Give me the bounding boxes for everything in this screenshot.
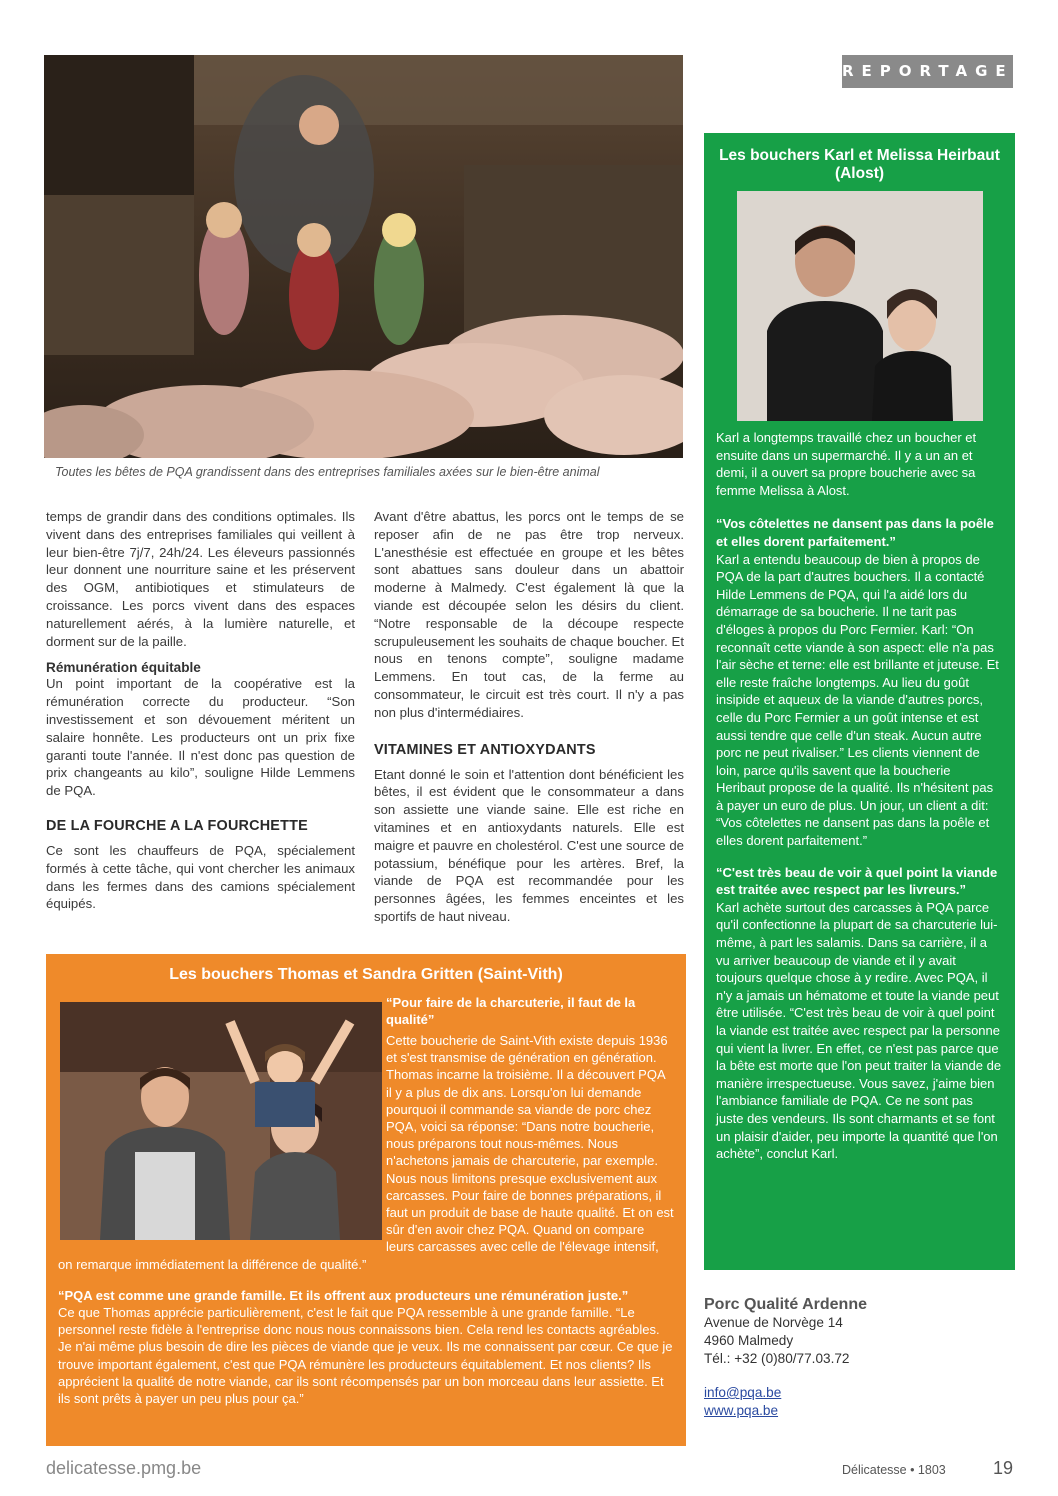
pull-quote: “Pour faire de la charcuterie, il faut de la qualité” — [386, 995, 636, 1028]
section-heading: VITAMINES ET ANTIOXYDANTS — [374, 741, 596, 758]
article-column-1 — [46, 508, 355, 913]
sidebar-title: Les bouchers Karl et Melissa Heirbaut (Alost) — [719, 147, 1000, 182]
website-link[interactable]: www.pqa.be — [704, 1403, 779, 1418]
paragraph: Karl a entendu beaucoup de bien à propos de PQA de la part d'autres bouchers. Il a contacté Hilde Lemmens de PQA, qui l'a aidé lors du démarrage de sa boucherie. Il ne tarit pas d'éloges à propos du Porc Fermier. Karl: “On reconnaît cette viande à son aspect: elle n'a pas l'air sèche et terne: elle est brillante et juteuse. Et elle reste fraîche longtemps. Au lieu du goût insipide et aqueux de la viande d'autres porcs, celle du Porc Fermier a un goût intense et est aussi tendre que celle d'un steak. Aucun autre porc ne peut rivaliser.” Les clients viennent de loin, parce qu'ils savent que la boucherie Heribaut propose de la qualité. Ils n'hésitent pas à payer un euro de plus. Un jour, un client a dit: “Vos côtelettes ne dansent pas dans la poêle et elles dorent parfaitement.” — [716, 551, 999, 849]
pull-quote: “PQA est comme une grande famille. Et ils offrent aux producteurs une rémunération juste.” — [58, 1287, 629, 1303]
pull-quote: “Vos côtelettes ne dansent pas dans la poêle et elles dorent parfaitement.” — [716, 516, 994, 549]
paragraph: Ce sont les chauffeurs de PQA, spécialement formés à cette tâche, qui vont chercher les animaux dans les fermes dans des camions spécialement équipés. — [46, 842, 355, 912]
paragraph: Ce que Thomas apprécie particulièrement, c'est le fait que PQA ressemble à une grande famille. “Le personnel reste fidèle à l'entreprise donc nous nous connaissons bien. Cela rend les contacts agréables. Je n'ai même plus besoin de dire les pièces de viande que je veux. Ils me connaissent par cœur. Ce que je trouve important également, c'est que PQA rémunère les producteurs équitablement. Et nos clients? Ils apprécient la qualité de notre viande, car ils sont récompensés par un bon morceau dans leur assiette. Et ils sont prêts à payer un peu plus pour ça.” — [58, 1305, 673, 1407]
paragraph: Un point important de la coopérative est la rémunération correcte du producteur. “Son investissement et son dévouement méritent un salaire honnête. Les producteurs ont un prix fixe garanti toute l'année. Il n'est donc pas question de prix changeants au kilo”, souligne Hilde Lemmens de PQA. — [46, 676, 355, 799]
contact-block — [704, 1296, 1015, 1420]
footer-website: delicatesse.pmg.be — [46, 1458, 202, 1478]
photo-caption: Toutes les bêtes de PQA grandissent dans des entreprises familiales axées sur le bien-être animal — [55, 465, 600, 479]
phone-number: Tél.: +32 (0)80/77.03.72 — [704, 1351, 850, 1366]
section-tag: REPORTAGE — [842, 55, 1013, 88]
paragraph: Cette boucherie de Saint-Vith existe depuis 1936 et s'est transmise de génération en génération. Thomas incarne la troisième. Il a découvert PQA il y a plus de dix ans. Lorsqu'on lui demande pourquoi il commande sa viande de porc chez PQA, voici sa réponse: “Dans notre boucherie, nous préparons tout nous-mêmes. Nous n'achetons jamais de charcuterie, par exemple. Nous nous limitons presque exclusivement aux carcasses. Pour faire de bonnes préparations, il faut un produit de base de haute qualité. Et on est sûr d'en avoir chez PQA. Quand on compare leurs carcasses avec celle de l'élevage intensif, on remarque immédiatement la différence de qualité.” — [58, 1033, 674, 1272]
address-city: 4960 Malmedy — [704, 1333, 794, 1348]
paragraph: Karl a longtemps travaillé chez un boucher et ensuite dans un supermarché. Il y a un an et demi, il a ouvert sa propre boucherie avec sa femme Melissa à Alost. — [716, 430, 977, 498]
section-heading: DE LA FOURCHE A LA FOURCHETTE — [46, 817, 308, 834]
article-column-2 — [374, 508, 684, 926]
paragraph: Avant d'être abattus, les porcs ont le temps de se reposer afin de ne pas être trop nerveux. L'anesthésie est effectuée en groupe et les bêtes sont abattues sans douleur dans un abattoir moderne à Malmedy. C'est également là que la viande est découpée selon les désirs du client. “Notre responsable de la découpe respecte scrupuleusement les souhaits de chaque boucher. Et nous en tenons compte”, souligne madame Lemmens. En tout cas, de la ferme au consommateur, le circuit est très court. Il n'y a pas non plus d'intermédiaires. — [374, 509, 684, 720]
sidebar-title: Les bouchers Thomas et Sandra Gritten (Saint-Vith) — [169, 966, 563, 983]
footer-issue: Délicatesse • 1803 — [842, 1463, 946, 1477]
pull-quote: “C'est très beau de voir à quel point la viande est traitée avec respect par les livreurs.” — [716, 864, 998, 898]
paragraph: temps de grandir dans des conditions optimales. Ils vivent dans des entreprises familiales qui veillent à leur bien-être 7j/7, 24h/24. Les éleveurs passionnés leur donnent une nourriture saine et les préservent des OGM, antibiotiques et stimulateurs de croissance. Les porcs vivent dans des espaces naturellement aérés, à la lumière naturelle, et dorment sur de la paille. — [46, 509, 355, 649]
butchers-photo — [737, 191, 983, 421]
paragraph: Karl achète surtout des carcasses à PQA parce qu'il confectionne la plupart de sa charcuterie lui-même, à part les salamis. Dans sa carrière, il a vu arriver beaucoup de viande et il y avait toujours quelque chose à y redire. Avec PQA, il n'y a jamais un hématome et toute la viande peut être utilisée. “C'est très beau de voir à quel point la viande est traitée avec respect par la personne qui vient la livrer. En effet, ce n'est pas parce que la bête est morte que l'on peut traiter la viande de manière irrespectueuse. Vous savez, j'aime bien l'ambiance familiale de PQA. Ce ne sont pas juste des vendeurs. Ils sont charmants et se font un plaisir d'aider, peu importe la quantité que l'on achète”, conclut Karl. — [716, 899, 1002, 1162]
address-street: Avenue de Norvège 14 — [704, 1315, 843, 1330]
sidebar-karl-melissa — [704, 133, 1015, 1270]
farm-pigs-photo — [44, 55, 683, 458]
subheading: Rémunération équitable — [46, 660, 201, 676]
paragraph: Etant donné le soin et l'attention dont bénéficient les bêtes, il est évident que le consommateur a dans son assiette une viande saine. Elle est riche en vitamines et en antioxydants naturels. Elle est maigre et pauvre en cholestérol. C'est une source de potassium, bénéfique pour les artères. Bref, la viande de PQA est recommandée pour les personnes âgées, les femmes enceintes et les sportifs de haut niveau. — [374, 766, 684, 924]
organization-name: Porc Qualité Ardenne — [704, 1296, 867, 1313]
email-link[interactable]: info@pqa.be — [704, 1385, 782, 1400]
sidebar-thomas-sandra — [46, 954, 686, 1446]
page-number: 19 — [993, 1458, 1014, 1478]
